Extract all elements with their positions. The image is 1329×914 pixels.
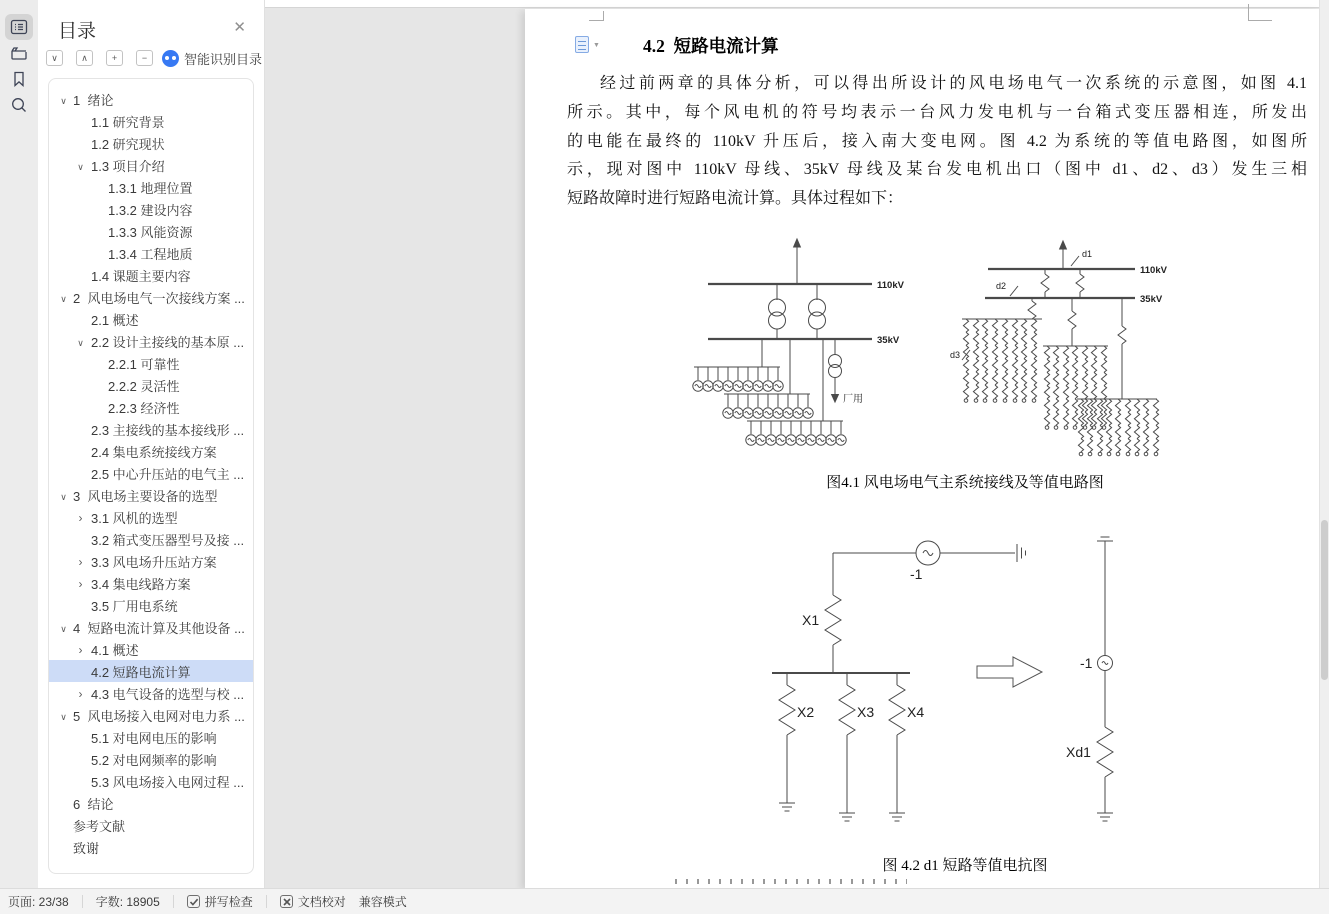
- svg-text:X4: X4: [907, 704, 925, 720]
- divider: [82, 895, 83, 908]
- toc-item[interactable]: ∨ 3 风电场主要设备的选型: [49, 484, 253, 506]
- chapter-nav-button[interactable]: [5, 40, 33, 66]
- proofread-label: 文档校对: [297, 895, 346, 909]
- toc-item[interactable]: 1.3.3 风能资源: [108, 224, 193, 240]
- expand-all-button[interactable]: ∨: [46, 50, 63, 66]
- chevron-down-icon[interactable]: [57, 620, 70, 635]
- compat-mode-button[interactable]: [359, 893, 407, 910]
- paragraph-line: 的电能在最终的 110kV 升压后，接入南大变电网。图 4.2 为系统的等值电路图，如图所: [567, 132, 1307, 150]
- toc-item[interactable]: ∨ 2.2 设计主接线的基本原 ...: [49, 330, 253, 352]
- svg-text:d3: d3: [950, 350, 961, 360]
- svg-text:-1: -1: [910, 566, 923, 582]
- toc-item[interactable]: › 4.3 电气设备的选型与校 ...: [49, 682, 253, 704]
- paragraph-line: 经过前两章的具体分析，可以得出所设计的风电场电气一次系统的示意图，如图 4.1: [600, 75, 1307, 92]
- svg-text:Xd1: Xd1: [1066, 744, 1091, 760]
- smart-toc-button[interactable]: [162, 49, 262, 68]
- chevron-right-icon[interactable]: [74, 576, 87, 591]
- chevron-right-icon[interactable]: [74, 686, 87, 701]
- toc-item[interactable]: ∨ 4 短路电流计算及其他设备 ...: [49, 616, 253, 638]
- chevron-down-icon[interactable]: [57, 92, 70, 107]
- toc-item[interactable]: › 3.4 集电线路方案: [49, 572, 253, 594]
- toc-item[interactable]: 5.1 对电网电压的影响: [91, 730, 217, 746]
- proofread-toggle[interactable]: [280, 893, 346, 910]
- bookmark-button[interactable]: [5, 66, 33, 92]
- svg-text:-1: -1: [1080, 655, 1093, 671]
- section-heading: 4.2 短路电流计算: [643, 36, 779, 56]
- divider: [173, 895, 174, 908]
- svg-text:X2: X2: [797, 704, 815, 720]
- figure-4-2-equivalent-reactance-diagram: [740, 535, 1160, 850]
- search-button[interactable]: [5, 92, 33, 118]
- document-area: [265, 0, 1329, 888]
- figure-4-2-caption: 图 4.2 d1 短路等值电抗图: [882, 858, 1048, 874]
- body-paragraph: [567, 70, 1307, 214]
- toc-item[interactable]: 5.2 对电网频率的影响: [91, 752, 217, 768]
- compat-mode-label: 兼容模式: [358, 895, 407, 909]
- toc-item[interactable]: 2.2.3 经济性: [108, 400, 180, 416]
- chevron-right-icon[interactable]: [74, 510, 87, 525]
- figure-4-1-wind-farm-diagram: [640, 236, 1200, 476]
- toc-item[interactable]: 1.3.4 工程地质: [108, 246, 193, 262]
- paragraph-line: 所示。其中，每个风电机的符号均表示一台风力发电机与一台箱式变压器相连，所发出: [567, 103, 1307, 121]
- svg-text:110kV: 110kV: [1140, 265, 1167, 276]
- toc-panel: [38, 0, 265, 888]
- svg-text:110kV: 110kV: [877, 280, 904, 291]
- toc-toolbar: [38, 50, 264, 70]
- paragraph-options-icon[interactable]: [575, 36, 589, 53]
- chevron-right-icon[interactable]: [74, 554, 87, 569]
- checkbox-checked-icon: [187, 895, 200, 908]
- margin-corner-mark: [589, 11, 604, 21]
- chevron-right-icon[interactable]: [74, 642, 87, 657]
- toc-item[interactable]: 3.5 厂用电系统: [91, 598, 178, 614]
- toc-item[interactable]: › 3.3 风电场升压站方案: [49, 550, 253, 572]
- toc-list: [48, 78, 254, 874]
- svg-text:X1: X1: [802, 612, 820, 628]
- toc-item[interactable]: 2.1 概述: [91, 312, 139, 328]
- chevron-down-icon[interactable]: [74, 334, 87, 349]
- toc-item[interactable]: ∨ 1.3 项目介绍: [49, 154, 253, 176]
- previous-page-edge: [265, 0, 1329, 8]
- page-indicator: 页面: 23/38: [8, 895, 69, 909]
- chevron-down-icon[interactable]: [57, 708, 70, 723]
- svg-text:d1: d1: [1082, 249, 1093, 259]
- left-icon-rail: [0, 0, 38, 888]
- toc-panel-title: 目录: [58, 21, 97, 42]
- clipped-text-line: [675, 879, 907, 884]
- smart-toc-label: 智能识别目录: [184, 52, 263, 67]
- toc-item[interactable]: 1.2 研究现状: [91, 136, 165, 152]
- toc-item[interactable]: 2.2.2 灵活性: [108, 378, 180, 394]
- vertical-scrollbar[interactable]: [1319, 0, 1329, 888]
- scrollbar-thumb[interactable]: [1321, 520, 1328, 680]
- chevron-down-icon[interactable]: [57, 290, 70, 305]
- chevron-down-icon[interactable]: ▼: [593, 42, 600, 49]
- search-icon: [10, 96, 28, 114]
- toc-item[interactable]: › 3.1 风机的选型: [49, 506, 253, 528]
- toc-item[interactable]: ∨ 2 风电场电气一次接线方案 ...: [49, 286, 253, 308]
- toc-item[interactable]: 致谢: [73, 840, 100, 856]
- toc-icon: [10, 18, 28, 36]
- chevron-down-icon[interactable]: [57, 488, 70, 503]
- status-bar: [0, 888, 1329, 914]
- toc-item[interactable]: 参考文献: [73, 818, 126, 834]
- svg-text:厂用: 厂用: [843, 394, 863, 405]
- toc-item[interactable]: › 4.1 概述: [49, 638, 253, 660]
- toc-item[interactable]: 2.4 集电系统接线方案: [91, 444, 217, 460]
- divider: [266, 895, 267, 908]
- toc-item[interactable]: 2.3 主接线的基本接线形 ...: [91, 422, 245, 438]
- paragraph-line: 短路故障时进行短路电流计算。具体过程如下：: [567, 190, 904, 208]
- figure-4-1-caption: 图4.1 风电场电气主系统接线及等值电路图: [826, 475, 1104, 491]
- checkbox-x-icon: [280, 895, 293, 908]
- ai-assistant-icon: [162, 50, 179, 67]
- zoom-in-outline-button[interactable]: +: [106, 50, 123, 66]
- toc-item[interactable]: 6 结论: [73, 796, 114, 812]
- spellcheck-label: 拼写检查: [204, 895, 253, 909]
- toc-item[interactable]: 1.4 课题主要内容: [91, 268, 191, 284]
- toc-item[interactable]: 5.3 风电场接入电网过程 ...: [91, 774, 245, 790]
- toc-item[interactable]: 1.1 研究背景: [91, 114, 165, 130]
- svg-text:d2: d2: [996, 281, 1007, 291]
- svg-text:X3: X3: [857, 704, 875, 720]
- svg-text:35kV: 35kV: [1140, 294, 1163, 305]
- bookmark-icon: [10, 70, 28, 88]
- toc-item[interactable]: 1.3.2 建设内容: [108, 202, 193, 218]
- svg-text:35kV: 35kV: [877, 335, 900, 346]
- close-icon[interactable]: ✕: [233, 19, 246, 36]
- spellcheck-toggle[interactable]: [187, 893, 253, 910]
- toc-sidebar-button[interactable]: [5, 14, 33, 40]
- toc-item-current[interactable]: 4.2 短路电流计算: [49, 660, 253, 682]
- toc-item[interactable]: 2.5 中心升压站的电气主 ...: [91, 466, 245, 482]
- toc-item[interactable]: 3.2 箱式变压器型号及接 ...: [91, 532, 245, 548]
- toc-item[interactable]: ∨ 5 风电场接入电网对电力系 ...: [49, 704, 253, 726]
- paragraph-line: 示，现对图中 110kV 母线、35kV 母线及某台发电机出口（图中 d1、d2、d3）发生三相: [567, 161, 1307, 179]
- zoom-out-outline-button[interactable]: −: [136, 50, 153, 66]
- word-count: 字数: 18905: [95, 895, 160, 909]
- chevron-down-icon[interactable]: [74, 158, 87, 173]
- toc-item[interactable]: 2.2.1 可靠性: [108, 356, 180, 372]
- toc-item[interactable]: 1.3.1 地理位置: [108, 180, 193, 196]
- collapse-all-button[interactable]: ∧: [76, 50, 93, 66]
- toc-item[interactable]: ∨ 1 绪论: [49, 88, 253, 110]
- document-page: [525, 9, 1320, 888]
- margin-corner-mark: [1248, 4, 1272, 21]
- folder-flag-icon: [10, 44, 28, 62]
